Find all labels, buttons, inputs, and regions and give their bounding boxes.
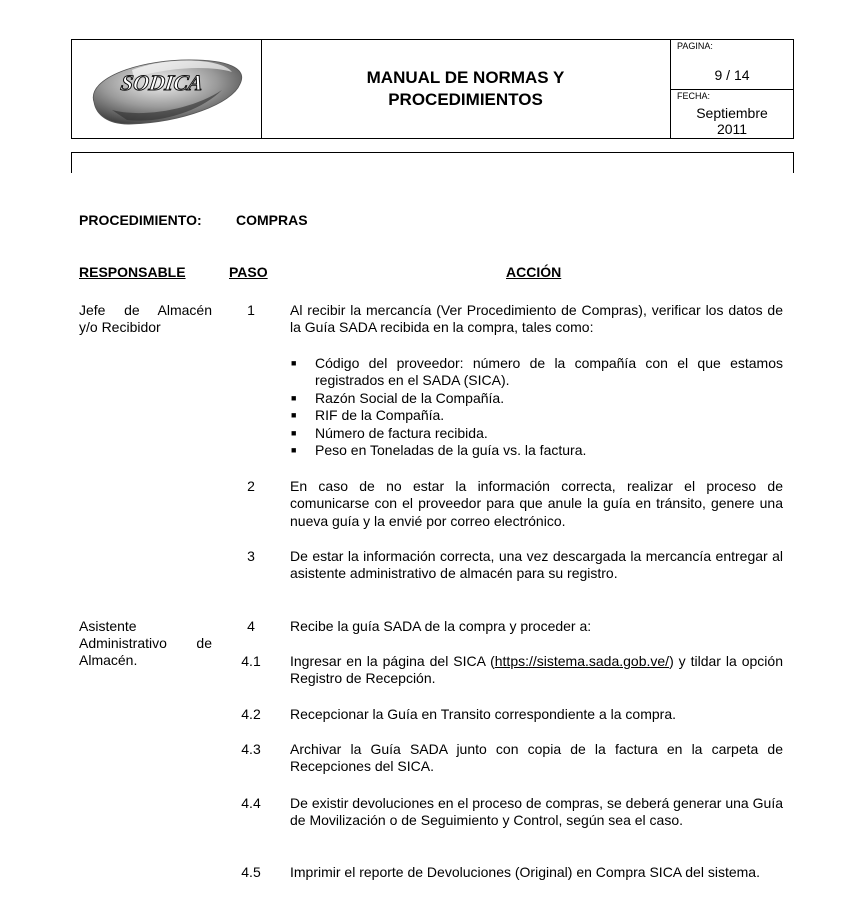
step-number: 2 [247,478,255,494]
bullet-icon: ■ [291,445,297,456]
list-item: ■ Código del proveedor: número de la compañía con el que estamos registrados en el SADA (SICA). [291,355,783,389]
step-number: 4.4 [241,795,261,811]
list-item: ■ Razón Social de la Compañía. [291,389,505,406]
list-item: ■ RIF de la Compañía. [291,407,445,424]
step-action: Recibe la guía SADA de la compra y proceder a: [290,618,592,634]
page-box [670,40,794,90]
page-number: 9 / 14 [714,67,750,83]
date-box [670,90,794,138]
meta-cell [670,40,794,138]
document-header [71,39,794,139]
list-item: ■ Peso en Toneladas de la guía vs. la factura. [291,442,587,459]
step-action: Ingresar en la página del SICA (https://sistema.sada.gob.ve/) y tildar la opción Registro de Recepción. [290,653,783,687]
step-action: Archivar la Guía SADA junto con copia de la factura en la carpeta de Recepciones del SICA. [290,741,783,775]
verification-list [290,355,783,459]
bullet-icon: ■ [291,392,297,403]
step-action: Al recibir la mercancía (Ver Procedimiento de Compras), verificar los datos de la Guía SADA recibida en la compra, tales como: [290,302,783,336]
responsible-line: y/o Recibidor [79,319,161,335]
step-number: 3 [247,548,255,564]
column-step: PASO [229,264,268,280]
step-action: Imprimir el reporte de Devoluciones (Original) en Compra SICA del sistema. [290,864,760,880]
step-number: 4.3 [241,741,261,757]
responsible-line: Asistente [79,618,137,634]
date-month: Septiembre [696,105,768,121]
title-line-2: PROCEDIMIENTOS [388,90,543,109]
date-year: 2011 [716,121,748,137]
step-number: 4.2 [241,706,261,722]
step-number: 1 [247,302,255,318]
responsible-warehouse-chief [79,302,212,336]
step-number: 4 [247,618,255,634]
responsible-line: Jefe de Almacén [79,302,212,318]
date-label: FECHA: [677,91,711,101]
list-item: ■ Número de factura recibida. [291,424,488,441]
logo-cell [72,40,262,138]
logo-text: SODICA [119,70,205,95]
title-line-1: MANUAL DE NORMAS Y [366,68,565,87]
responsible-line: Almacén. [79,652,138,668]
responsible-admin-assistant [79,618,212,669]
bullet-icon: ■ [291,410,297,421]
header-subbar [71,152,794,173]
step-action: Recepcionar la Guía en Transito correspondiente a la compra. [290,706,676,722]
manual-title [261,40,671,138]
bullet-icon: ■ [291,358,297,368]
step-number: 4.1 [241,653,261,669]
bullet-icon: ■ [291,427,297,438]
step-action: En caso de no estar la información correcta, realizar el proceso de comunicarse con el proveedor para que anule la guía en tránsito, genere una nueva guía y la envié por correo electrónico. [290,478,783,529]
step-action: De estar la información correcta, una vez descargada la mercancía entregar al asistente administrativo de almacén para su registro. [290,548,783,582]
responsible-line: Administrativo de [79,635,212,651]
procedure-label: PROCEDIMIENTO: [79,212,202,228]
column-responsible: RESPONSABLE [79,264,186,280]
procedure-name: COMPRAS [236,212,308,228]
step-number: 4.5 [241,864,261,880]
column-action: ACCIÓN [506,264,562,280]
company-logo [72,40,261,138]
step-action: De existir devoluciones en el proceso de compras, se deberá generar una Guía de Movilización o de Seguimiento y Control, según sea el caso. [290,795,783,829]
page-label: PAGINA: [677,41,713,51]
sica-link[interactable]: https://sistema.sada.gob.ve/ [494,653,670,669]
